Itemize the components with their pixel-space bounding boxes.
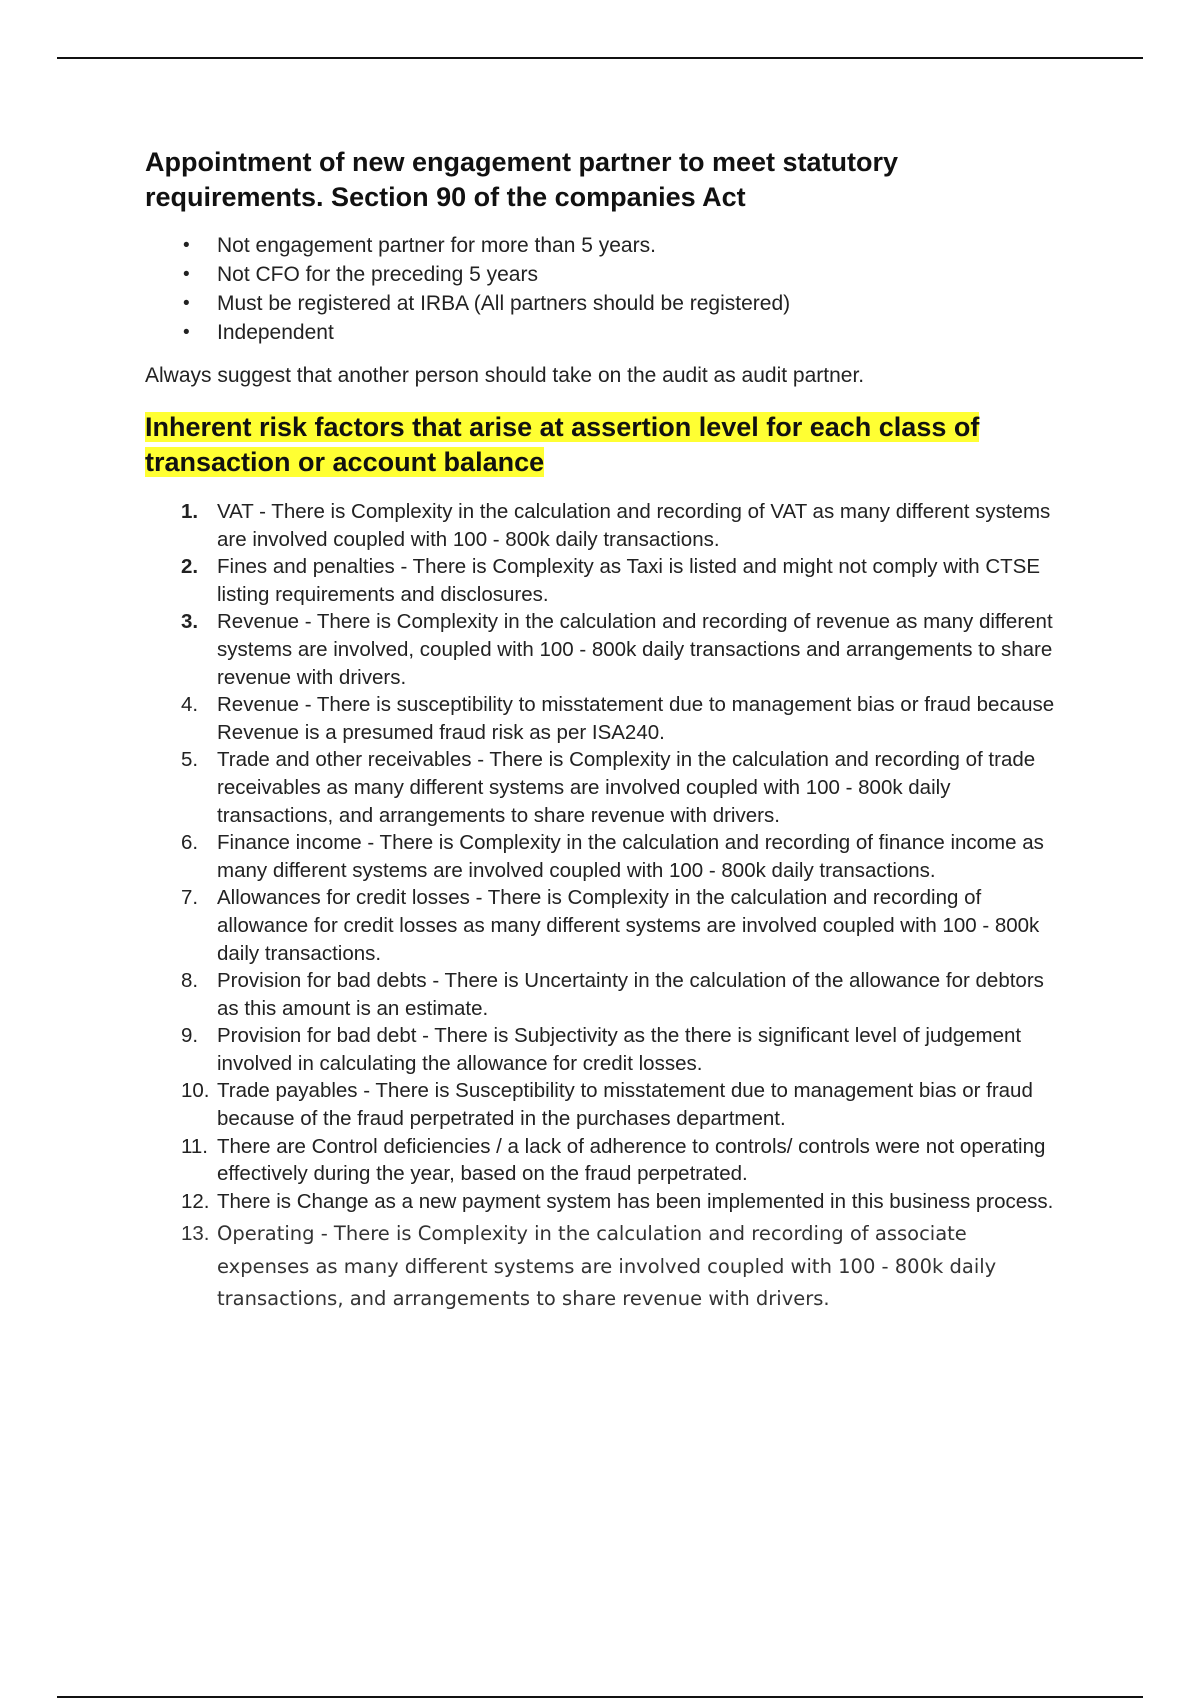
list-item: 9. Provision for bad debt - There is Subjectivity as the there is significant level of judgement involved in calculating the allowance for credit losses. [181, 1024, 1022, 1075]
list-item: 11. There are Control deficiencies / a lack of adherence to controls/ controls were not operating effectively during the year, based on the fraud perpetrated. [181, 1134, 1046, 1186]
document-body [145, 145, 1065, 1316]
list-item: 6. Finance income - There is Complexity in the calculation and recording of finance income as many different systems are involved coupled with 100 - 800k daily transactions. [181, 831, 1044, 882]
inherent-risk-list [145, 498, 1065, 1316]
bullet-icon: • [183, 264, 190, 285]
list-item: 4. Revenue - There is susceptibility to misstatement due to management bias or fraud because Revenue is a presumed fraud risk as per ISA240. [181, 693, 1055, 744]
list-item: 2. Fines and penalties - There is Complexity as Taxi is listed and might not comply with CTSE listing requirements and disclosures. [181, 555, 1041, 606]
list-item: 5. Trade and other receivables - There is Complexity in the calculation and recording of trade receivables as many different systems are involved coupled with 100 - 800k daily transactions, and arrangements to share revenue with drivers. [181, 748, 1036, 827]
bullet-icon: • [183, 322, 190, 343]
list-item: • Not CFO for the preceding 5 years [145, 260, 1065, 289]
audit-partner-note: Always suggest that another person should take on the audit as audit partner. [145, 364, 865, 387]
list-item: 10. Trade payables - There is Susceptibility to misstatement due to management bias or fraud because of the fraud perpetrated in the purchases department. [181, 1079, 1033, 1131]
list-item: • Independent [145, 318, 1065, 347]
list-item: • Must be registered at IRBA (All partners should be registered) [145, 289, 1065, 318]
highlighted-heading-text: Inherent risk factors that arise at assertion level for each class of transaction or account balance [145, 412, 980, 477]
partner-requirements-list [145, 231, 1065, 347]
list-item: 3. Revenue - There is Complexity in the calculation and recording of revenue as many different systems are involved, coupled with 100 - 800k daily transactions and arrangements to share revenue with drivers. [181, 610, 1053, 689]
list-item: • Not engagement partner for more than 5 years. [145, 231, 1065, 260]
list-item: 1. VAT - There is Complexity in the calculation and recording of VAT as many different systems are involved coupled with 100 - 800k daily transactions. [181, 500, 1051, 551]
bullet-icon: • [183, 235, 190, 256]
section-heading-engagement-partner: Appointment of new engagement partner to meet statutory requirements. Section 90 of the companies Act [145, 147, 899, 212]
bullet-icon: • [183, 293, 190, 314]
list-item: 13. Operating - There is Complexity in the calculation and recording of associate expenses as many different systems are involved coupled with 100 - 800k daily transactions, and arrangements to share revenue with drivers. [181, 1222, 997, 1311]
list-item: 8. Provision for bad debts - There is Uncertainty in the calculation of the allowance for debtors as this amount is an estimate. [181, 969, 1044, 1020]
top-rule [57, 57, 1143, 59]
bottom-rule [57, 1696, 1143, 1698]
list-item: 7. Allowances for credit losses - There is Complexity in the calculation and recording of allowance for credit losses as many different systems are involved coupled with 100 - 800k daily transactions. [181, 886, 1040, 965]
list-item: 12. There is Change as a new payment system has been implemented in this business process. [181, 1189, 1054, 1213]
section-heading-inherent-risk [145, 410, 1065, 480]
